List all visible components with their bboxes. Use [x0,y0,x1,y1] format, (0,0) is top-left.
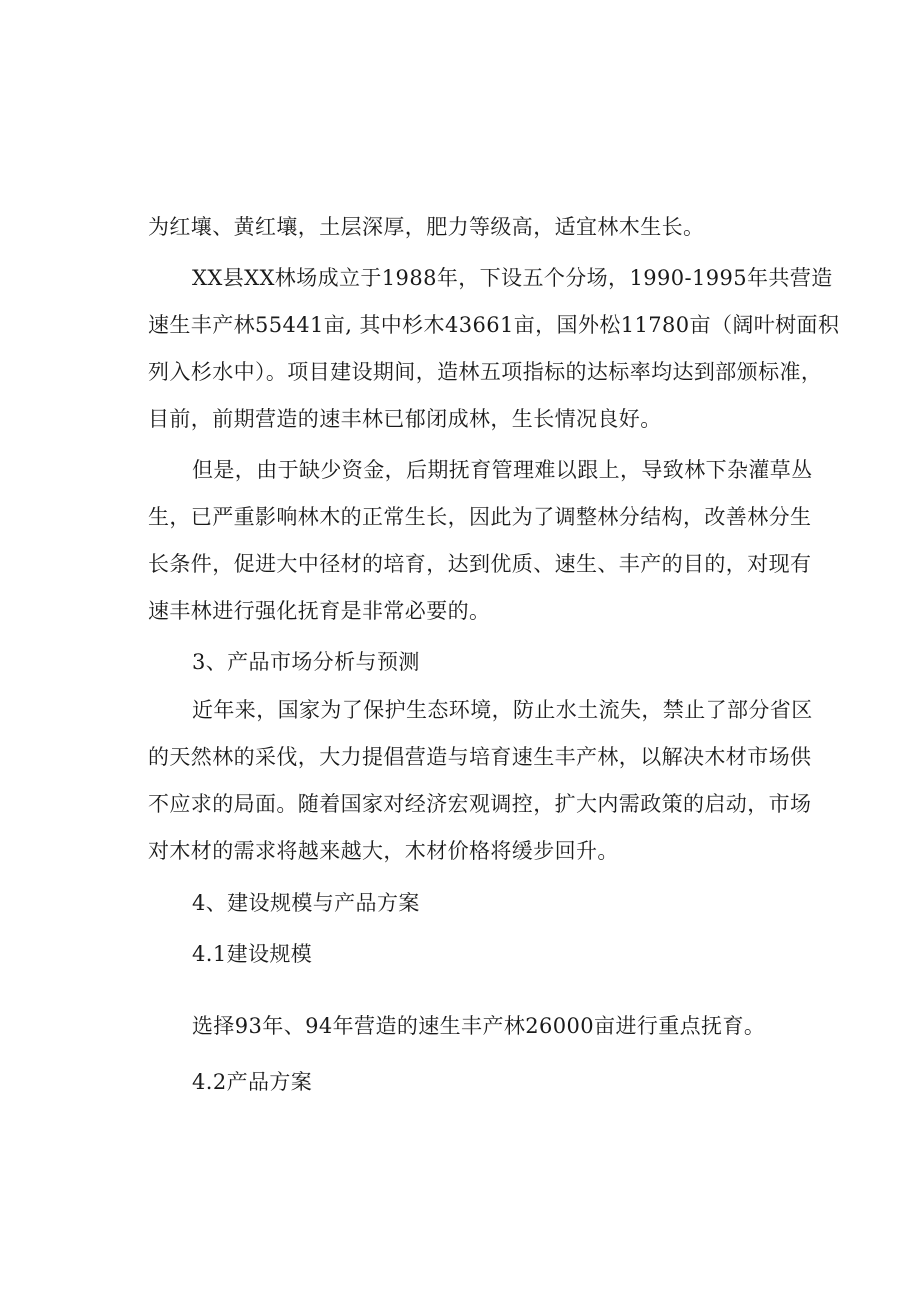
paragraph-line: 目前，前期营造的速丰林已郁闭成林，生长情况良好。 [148,407,662,431]
paragraph-line: 速生丰产林55441亩, 其中杉木43661亩，国外松11780亩（阔叶树面积 [148,313,840,337]
paragraph-line: 生，已严重影响林木的正常生长，因此为了调整林分结构，改善林分生 [148,505,812,529]
paragraph-line: 的天然林的采伐，大力提倡营造与培育速生丰产林，以解决木材市场供 [148,745,812,769]
section-heading: 3、产品市场分析与预测 [192,650,420,674]
paragraph-line: 为红壤、黄红壤，土层深厚，肥力等级高，适宜林木生长。 [148,215,705,239]
paragraph-line: 不应求的局面。随着国家对经济宏观调控，扩大内需政策的启动，市场 [148,792,812,816]
paragraph-line: 选择93年、94年营造的速生丰产林26000亩进行重点抚育。 [192,1014,766,1038]
subsection-heading: 4.2产品方案 [192,1070,313,1094]
paragraph-line: XX县XX林场成立于1988年，下设五个分场，1990-1995年共营造 [192,266,833,290]
paragraph-line: 近年来，国家为了保护生态环境，防止水土流失，禁止了部分省区 [192,698,813,722]
subsection-heading: 4.1建设规模 [192,942,313,966]
paragraph-line: 列入杉水中）。项目建设期间，造林五项指标的达标率均达到部颁标准， [148,360,823,384]
paragraph-line: 长条件，促进大中径材的培育，达到优质、速生、丰产的目的，对现有 [148,552,812,576]
paragraph-line: 但是，由于缺少资金，后期抚育管理难以跟上，导致林下杂灌草丛 [192,458,813,482]
section-heading: 4、建设规模与产品方案 [192,891,420,915]
paragraph-line: 速丰林进行强化抚育是非常必要的。 [148,599,491,623]
paragraph-line: 对木材的需求将越来越大，木材价格将缓步回升。 [148,839,619,863]
